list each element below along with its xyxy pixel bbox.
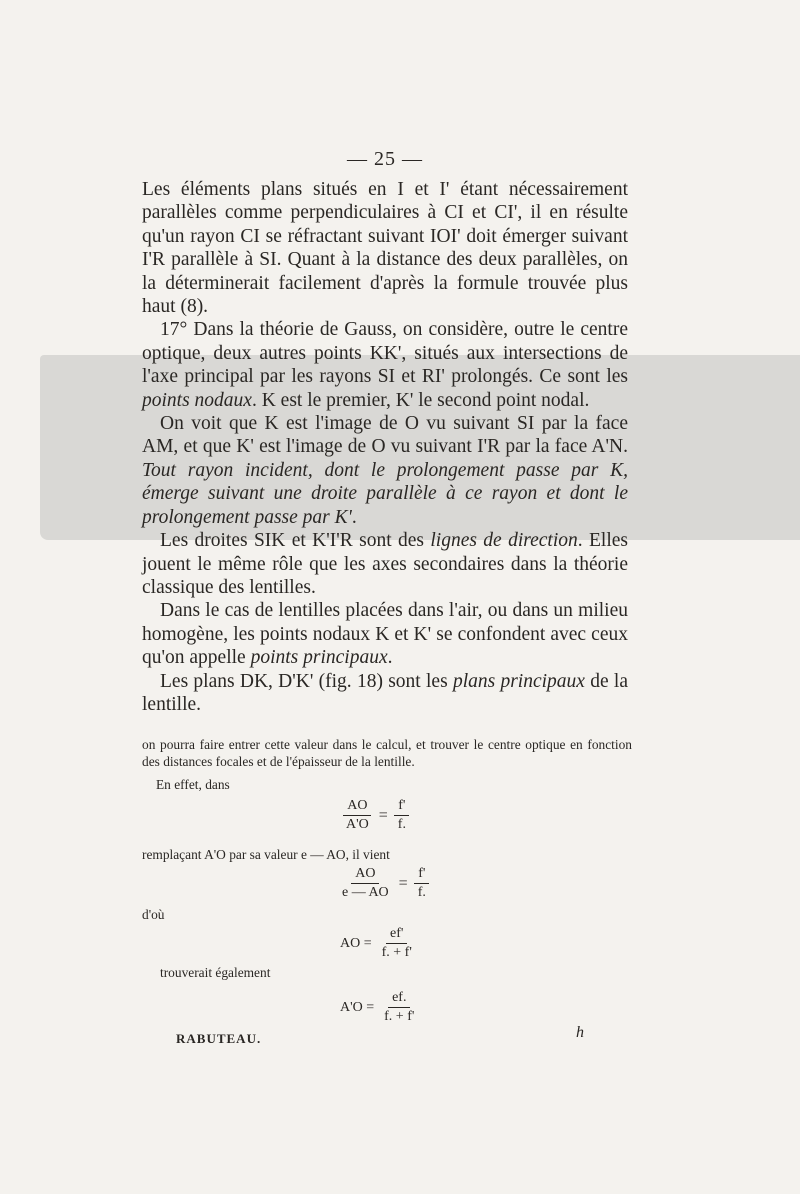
footnote-intro: on pourra faire entrer cette valeur dans le calcul, et trouver le centre optique en fonction des distances focales et de l'épaisseur de la lentille. [142, 737, 632, 769]
paragraph: Dans le cas de lentilles placées dans l'air, ou dans un milieu homogène, les points nodaux K et K' se confondent avec ceux qu'on appelle points principaux. [142, 600, 628, 669]
signature-mark: h [576, 1024, 584, 1041]
author-name: RABUTEAU. [176, 1031, 262, 1046]
equation-4: A'O = $\frac{ef.}{f. + f'}$ [340, 990, 415, 1024]
paragraph: On voit que K est l'image de O vu suivant SI par la face AM, et que K' est l'image de O vu suivant I'R par la face A'N. Tout rayon incident, dont le prolongement passe par K, émerge suivant une droite parallèle à ce rayon et dont le prolongement passe par K'. [142, 413, 628, 528]
paragraph: Les plans DK, D'K' (fig. 18) sont les plans principaux de la lentille. [142, 670, 628, 715]
equation-1: $\frac{AO}{A'O}$ = $\frac{f'}{f.}$ [342, 798, 410, 833]
main-text [142, 178, 628, 716]
footnote-line: En effet, dans [156, 777, 230, 792]
equation-2: $\frac{AO}{e — AO}$ = $\frac{f'}{f.}$ [338, 866, 430, 901]
footnote-line: d'où [142, 907, 165, 922]
paragraph: Les droites SIK et K'I'R sont des lignes de direction. Elles jouent le même rôle que les axes secondaires dans la théorie classique des lentilles. [142, 530, 628, 598]
paragraph: Les éléments plans situés en I et I' étant nécessairement parallèles comme perpendiculaires à CI et CI', il en résulte qu'un rayon CI se réfractant suivant IOI' doit émerger suivant I'R parallèle à SI. Quant à la distance des deux parallèles, on la déterminerait facilement d'après la formule trouvée plus haut (8). [142, 179, 628, 318]
footnote-line: remplaçant A'O par sa valeur e — AO, il vient [142, 847, 390, 862]
footnote-line: trouverait également [160, 965, 271, 980]
page-number: — 25 — [347, 148, 423, 170]
equation-3: AO = $\frac{ef'}{f. + f'}$ [340, 926, 412, 960]
paragraph: 17° Dans la théorie de Gauss, on considère, outre le centre optique, deux autres points KK', situés aux intersections de l'axe principal par les rayons SI et RI' prolongés. Ce sont les points nodaux. K est le premier, K' le second point nodal. [142, 319, 628, 411]
